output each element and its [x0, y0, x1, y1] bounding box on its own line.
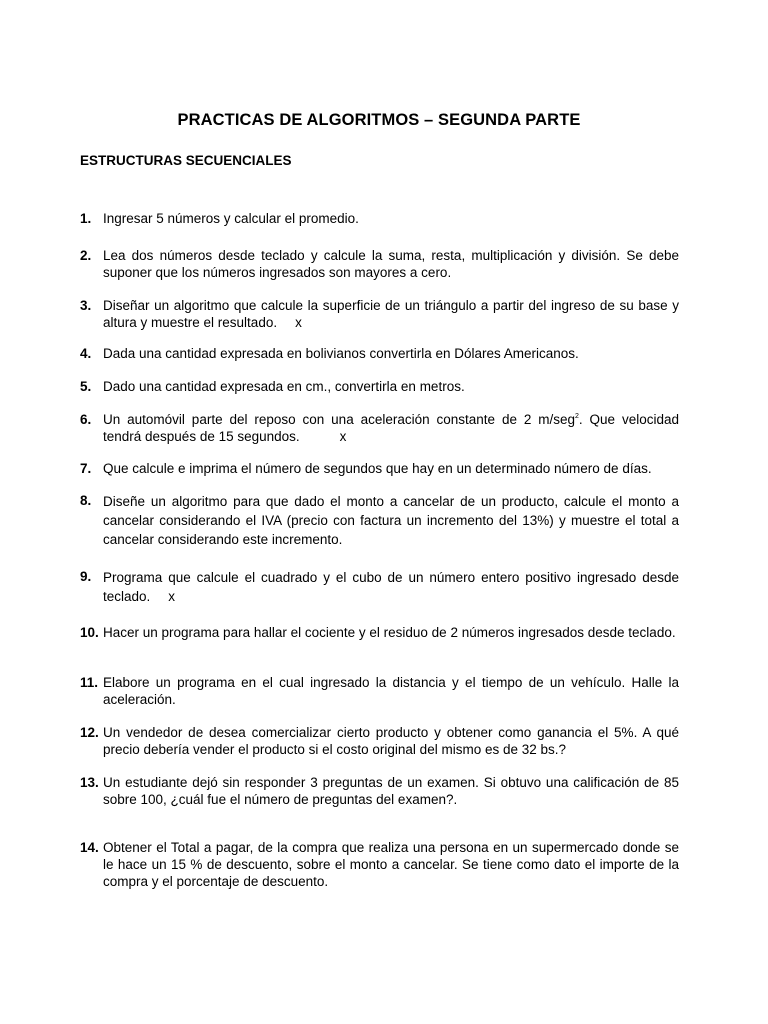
list-item	[80, 210, 679, 227]
page-title: PRACTICAS DE ALGORITMOS – SEGUNDA PARTE	[177, 111, 581, 129]
item-number: 13.	[80, 775, 99, 790]
item-number: 1.	[80, 211, 92, 226]
item-text-wrapper	[103, 568, 679, 606]
item-text: Hacer un programa para hallar el cociente y el residuo de 2 números ingresados desde teclado.	[103, 625, 676, 640]
item-text-wrapper	[103, 297, 679, 331]
section-heading: ESTRUCTURAS SECUENCIALES	[80, 153, 292, 168]
item-text: Ingresar 5 números y calcular el promedio.	[103, 211, 359, 226]
list-item	[80, 460, 679, 477]
item-text: Obtener el Total a pagar, de la compra que realiza una persona en un supermercado donde se le hace un 15 % de descuento, sobre el monto a cancelar. Se tiene como dato el importe de la compra y el porcentaje de descuento.	[103, 840, 679, 889]
item-number: 12.	[80, 725, 99, 740]
item-number: 14.	[80, 840, 99, 855]
item-number: 6.	[80, 412, 92, 427]
list-item	[80, 624, 679, 641]
item-number: 2.	[80, 248, 92, 263]
list-item	[80, 345, 679, 362]
list-item	[80, 247, 679, 281]
item-text: Programa que calcule el cuadrado y el cubo de un número entero positivo ingresado desde teclado.	[103, 570, 679, 604]
item-mark: x	[295, 315, 302, 330]
item-number: 5.	[80, 379, 92, 394]
item-text: Dado una cantidad expresada en cm., convertirla en metros.	[103, 379, 465, 394]
item-number: 7.	[80, 461, 92, 476]
list-item	[80, 774, 679, 808]
item-text: Que calcule e imprima el número de segundos que hay en un determinado número de días.	[103, 461, 652, 476]
item-number: 8.	[80, 493, 92, 508]
superscript: 2	[575, 413, 579, 420]
item-text: Lea dos números desde teclado y calcule la suma, resta, multiplicación y división. Se debe suponer que los números ingresados son mayores a cero.	[103, 248, 679, 280]
list-item	[80, 674, 679, 708]
item-text: Dada una cantidad expresada en bolivianos convertirla en Dólares Americanos.	[103, 346, 579, 361]
list-item	[80, 568, 679, 606]
item-mark: x	[339, 429, 347, 444]
list-item	[80, 411, 679, 445]
item-text: Elabore un programa en el cual ingresado la distancia y el tiempo de un vehículo. Halle la aceleración.	[103, 675, 679, 707]
item-text: Un vendedor de desea comercializar cierto producto y obtener como ganancia el 5%. A qué precio debería vender el producto si el costo original del mismo es de 32 bs.?	[103, 725, 679, 757]
list-item	[80, 492, 679, 549]
item-text: Un estudiante dejó sin responder 3 preguntas de un examen. Si obtuvo una calificación de 85 sobre 100, ¿cuál fue el número de preguntas del examen?.	[103, 775, 679, 807]
list-item	[80, 378, 679, 395]
item-text-wrapper	[103, 411, 679, 445]
item-text: Diseñe un algoritmo para que dado el monto a cancelar de un producto, calcule el monto a cancelar considerando el IVA (precio con factura un incremento del 13%) y muestre el total a cancelar considerando este incremento.	[103, 494, 679, 547]
item-number: 10.	[80, 625, 99, 640]
list-item	[80, 724, 679, 758]
list-item	[80, 297, 679, 331]
list-item	[80, 839, 679, 890]
item-text-part-a: Un automóvil parte del reposo con una aceleración constante de 2 m/seg	[103, 412, 575, 427]
item-number: 3.	[80, 298, 92, 313]
item-text-part-b: . Que velocidad tendrá después de 15 segundos.	[103, 412, 679, 444]
item-number: 11.	[80, 675, 99, 690]
item-text: Diseñar un algoritmo que calcule la superficie de un triángulo a partir del ingreso de su base y altura y muestre el resultado.	[103, 298, 679, 330]
item-number: 9.	[80, 569, 92, 584]
item-number: 4.	[80, 346, 92, 361]
item-mark: x	[168, 589, 176, 604]
